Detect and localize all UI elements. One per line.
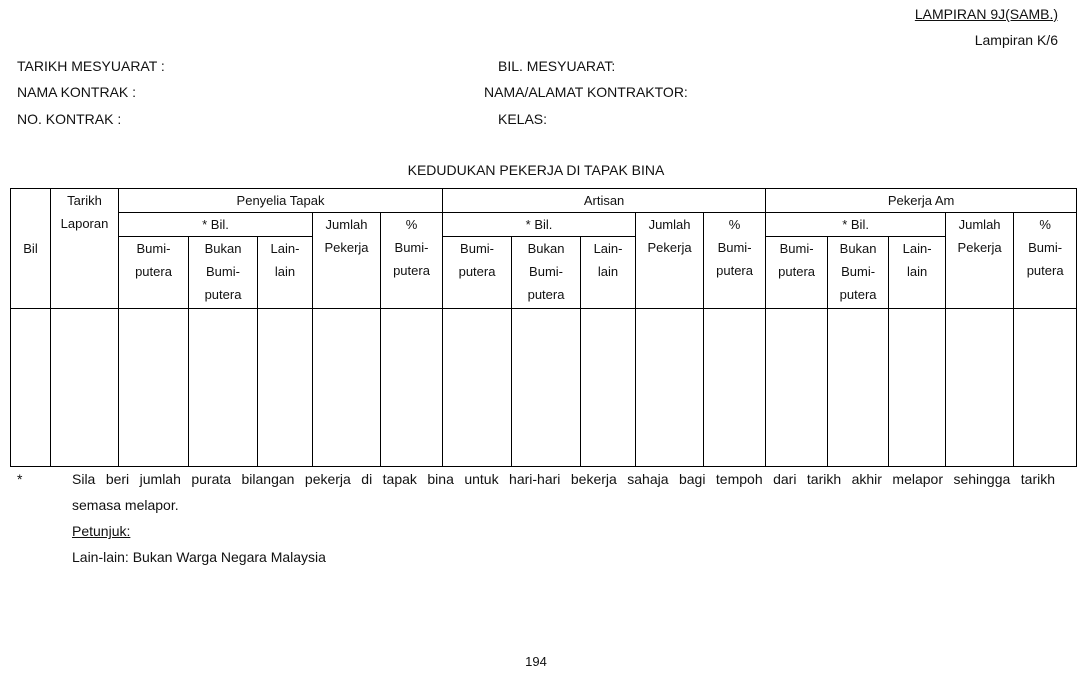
sub-pct-header: % Bumi- putera (704, 213, 766, 309)
group-penyelia-tapak: Penyelia Tapak (119, 189, 443, 213)
footnote-text-line1: Sila beri jumlah purata bilangan pekerja di tapak bina untuk hari-hari bekerja sahaja bagi tempoh dari tarikh akhir melapor sehingga tarikh (72, 471, 1055, 487)
table-cell[interactable] (1014, 309, 1077, 467)
table-cell[interactable] (946, 309, 1014, 467)
sub-pct-header: % Bumi- putera (1014, 213, 1077, 309)
table-cell[interactable] (704, 309, 766, 467)
group-pekerja-am: Pekerja Am (766, 189, 1077, 213)
bumiputera-header: Bumi- putera (119, 237, 189, 309)
bukan-bumiputera-header: Bukan Bumi- putera (512, 237, 581, 309)
table-title: KEDUDUKAN PEKERJA DI TAPAK BINA (407, 162, 665, 178)
nama-kontrak-label: NAMA KONTRAK : (17, 84, 137, 100)
sub-bil-header: * Bil. (119, 213, 313, 237)
table-cell[interactable] (889, 309, 946, 467)
table-cell[interactable] (51, 309, 119, 467)
col-bil-header: Bil (11, 189, 51, 309)
bil-mesyuarat-label: BIL. MESYUARAT: (498, 58, 616, 74)
table-cell[interactable] (581, 309, 636, 467)
table-cell[interactable] (766, 309, 828, 467)
petunjuk-label: Petunjuk: (72, 523, 131, 539)
sub-jumlah-header: Jumlah Pekerja (636, 213, 704, 309)
bumiputera-header: Bumi- putera (443, 237, 512, 309)
page-number: 194 (525, 654, 547, 669)
tarikh-mesyuarat-label: TARIKH MESYUARAT : (17, 58, 165, 74)
col-tarikh-header: Tarikh Laporan (51, 189, 119, 309)
sub-jumlah-header: Jumlah Pekerja (313, 213, 381, 309)
table-cell[interactable] (443, 309, 512, 467)
table-cell[interactable] (189, 309, 258, 467)
table-cell[interactable] (636, 309, 704, 467)
table-cell[interactable] (828, 309, 889, 467)
bumiputera-header: Bumi- putera (766, 237, 828, 309)
footnote-marker: * (17, 471, 23, 487)
lain-lain-header: Lain- lain (258, 237, 313, 309)
sub-bil-header: * Bil. (766, 213, 946, 237)
kelas-label: KELAS: (498, 111, 548, 127)
bukan-bumiputera-header: Bukan Bumi- putera (828, 237, 889, 309)
table-cell[interactable] (119, 309, 189, 467)
lampiran-sub: Lampiran K/6 (974, 32, 1058, 48)
table-cell[interactable] (11, 309, 51, 467)
sub-pct-header: % Bumi- putera (381, 213, 443, 309)
lain-lain-header: Lain- lain (581, 237, 636, 309)
bukan-bumiputera-header: Bukan Bumi- putera (189, 237, 258, 309)
no-kontrak-label: NO. KONTRAK : (17, 111, 122, 127)
footnote-text-line2: semasa melapor. (72, 497, 179, 513)
table-cell[interactable] (381, 309, 443, 467)
table-cell[interactable] (512, 309, 581, 467)
group-artisan: Artisan (443, 189, 766, 213)
table-row (11, 309, 1077, 467)
sub-jumlah-header: Jumlah Pekerja (946, 213, 1014, 309)
workers-table (10, 188, 1077, 467)
lain-lain-header: Lain- lain (889, 237, 946, 309)
nama-alamat-kontraktor-label: NAMA/ALAMAT KONTRAKTOR: (484, 84, 688, 100)
sub-bil-header: * Bil. (443, 213, 636, 237)
lampiran-main: LAMPIRAN 9J(SAMB.) (914, 6, 1058, 22)
table-cell[interactable] (313, 309, 381, 467)
table-cell[interactable] (258, 309, 313, 467)
petunjuk-text: Lain-lain: Bukan Warga Negara Malaysia (72, 549, 326, 565)
